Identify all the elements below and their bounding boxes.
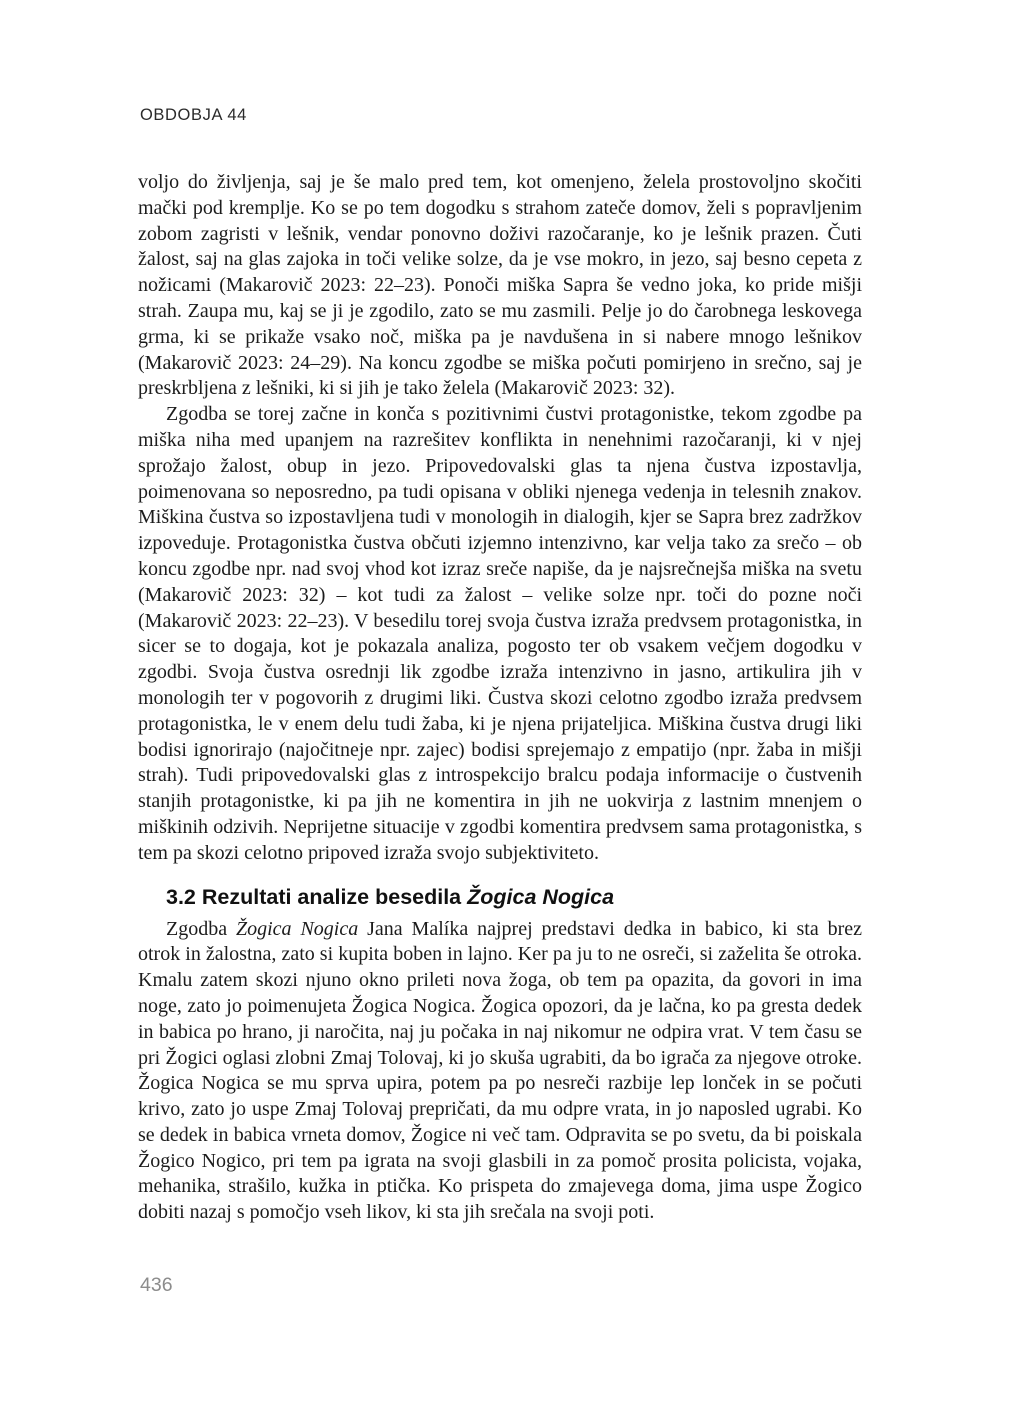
italic-text-run: Žogica Nogica bbox=[236, 917, 359, 940]
paragraph bbox=[138, 402, 862, 866]
body-text bbox=[138, 170, 862, 1226]
text-run: voljo do življenja, saj je še malo pred tem, kot omenjeno, želela prostovoljno skočiti mački pod kremplje. Ko se po tem dogodku s strahom zateče domov, želi s popravljenim zobom zagristi v lešnik, vendar ponovno doživi razočaranje, ko je lešnik prazen. Čuti žalost, saj na glas zajoka in toči velike solze, da je vse mokro, in jezo, saj besno cepeta z nožicami (Makarovič 2023: 22–23). Ponoči miška Sapra še vedno joka, ko pride mišji strah. Zaupa mu, kaj se ji je zgodilo, zato se mu zasmili. Pelje jo do čarobnega leskovega grma, ki se prikaže vsako noč, miška pa je navdušena in si nabere mnogo lešnikov (Makarovič 2023: 24–29). Na koncu zgodbe se miška počuti pomirjeno in srečno, saj je preskrbljena z lešniki, ki si jih je tako želela (Makarovič 2023: 32). bbox=[138, 171, 862, 400]
paragraph bbox=[138, 170, 862, 402]
paragraph bbox=[138, 917, 862, 1227]
section-heading bbox=[138, 884, 862, 911]
page-number: 436 bbox=[140, 1274, 173, 1296]
text-run: Jana Malíka najprej predstavi dedka in babico, ki sta brez otrok in žalostna, zato si kupita boben in lajno. Ker pa ju to ne osreči, si zaželita še otroka. Kmalu zatem skozi njuno okno prileti nova žoga, ob tem pa opazita, da govori in ima noge, zato jo poimenujeta Žogica Nogica. Žogica opozori, da je lačna, ko pa gresta dedek in babica po hrano, ji naročita, naj ju počaka in naj nikomur ne odpira vrat. V tem času se pri Žogici oglasi zlobni Zmaj Tolovaj, ki jo skuša ugrabiti, da bo igrača za njegove otroke. Žogica Nogica se mu sprva upira, potem pa po nesreči razbije lep lonček in se počuti krivo, zato jo uspe Zmaj Tolovaj prepričati, da mu odpre vrata, in jo naposled ugrabi. Ko se dedek in babica vrneta domov, Žogice ni več tam. Odpravita se po svetu, da bi poiskala Žogico Nogico, pri tem pa igrata na svoji glasbili in za pomoč prosita policista, vojaka, mehanika, strašilo, kužka in ptička. Ko prispeta do zmajevega doma, jima uspe Žogico dobiti nazaj s pomočjo vseh likov, ki sta jih srečala na svoji poti. bbox=[138, 917, 863, 1224]
text-run: Zgodba bbox=[166, 917, 236, 940]
text-run: Zgodba se torej začne in konča s pozitivnimi čustvi protagonistke, tekom zgodbe pa miška niha med upanjem na razrešitev konflikta in nenehnimi razočaranji, ki v njej sprožajo žalost, obup in jezo. Pripovedovalski glas ta njena čustva izpostavlja, poimenovana so neposredno, pa tudi opisana v obliki njenega vedenja in telesnih znakov. Miškina čustva so izpostavljena tudi v monologih in dialogih, kjer se Sapra brez zadržkov izpoveduje. Protagonistka čustva občuti izjemno intenzivno, kar velja tako za srečo – ob koncu zgodbe npr. nad svoj vhod kot izraz sreče napiše, da je najsrečnejša miška na svetu (Makarovič 2023: 32) – kot tudi za žalost – velike solze npr. toči do pozne noči (Makarovič 2023: 22–23). V besedilu torej svoja čustva izraža predvsem protagonistka, in sicer se to dogaja, kot je pokazala analiza, pogosto ter ob vsakem večjem dogodku v zgodbi. Svoja čustva osrednji lik zgodbe izraža intenzivno in jasno, artikulira jih v monologih ter v pogovorih z drugimi liki. Čustva skozi celotno zgodbo izraža predvsem protagonistka, le v enem delu tudi žaba, ki je njena prijateljica. Miškina čustva drugi liki bodisi ignorirajo (najočitneje npr. zajec) bodisi sprejemajo z empatijo (npr. žaba in mišji strah). Tudi pripovedovalski glas z introspekcijo bralcu podaja informacije o čustvenih stanjih protagonistke, ki pa jih ne komentira in jih ne uokvirja z lastnim mnenjem o miškinih odzivih. Neprijetne situacije v zgodbi komentira predvsem sama protagonistka, s tem pa skozi celotno pripoved izraža svojo subjektiviteto. bbox=[138, 403, 862, 864]
italic-text-run: Žogica Nogica bbox=[467, 884, 615, 909]
running-header: OBDOBJA 44 bbox=[140, 106, 247, 124]
text-run: 3.2 Rezultati analize besedila bbox=[166, 884, 468, 909]
